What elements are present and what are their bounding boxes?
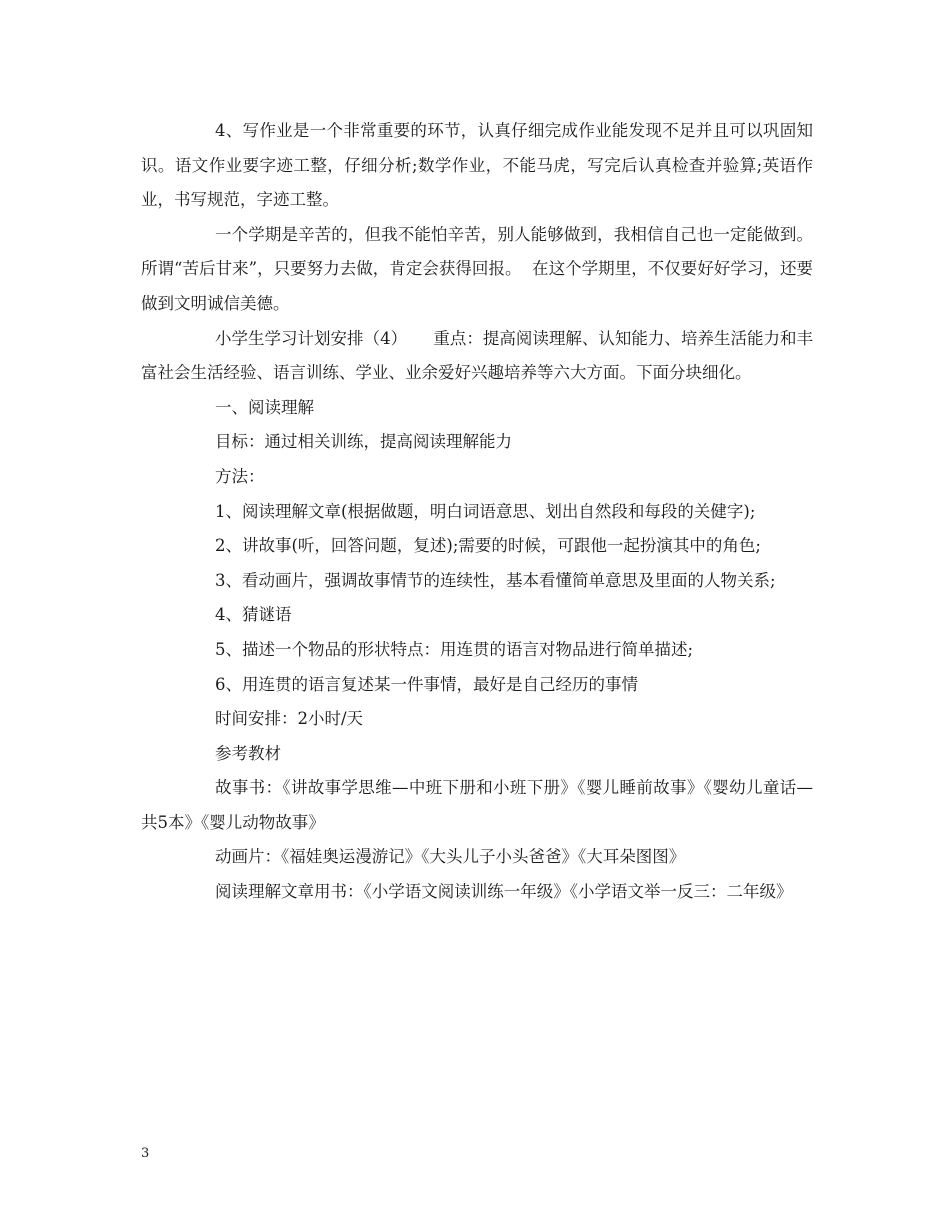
paragraph: 参考教材: [215, 743, 281, 763]
list-item: 4、猜谜语: [215, 605, 292, 625]
list-item: 6、用连贯的语言复述某一件事情，最好是自己经历的事情: [215, 674, 638, 694]
paragraph: 阅读理解文章用书：《小学语文阅读训练一年级》《小学语文举一反三：二年级》: [215, 882, 793, 902]
paragraph: 时间安排：2小时/天: [215, 709, 364, 729]
list-item: 2、讲故事(听，回答问题，复述);需要的时候，可跟他一起扮演其中的角色;: [215, 536, 761, 556]
paragraph: 方法：: [215, 466, 265, 486]
list-item: 3、看动画片，强调故事情节的连续性，基本看懂简单意思及里面的人物关系;: [215, 570, 776, 590]
paragraph: 故事书：《讲故事学思维—中班下册和小班下册》《婴儿睡前故事》《婴幼儿童话—共5本》《婴儿动物故事》: [141, 778, 813, 832]
paragraph: 一个学期是辛苦的，但我不能怕辛苦，别人能够做到，我相信自己也一定能做到。所谓“苦后甘来”，只要努力去做，肯定会获得回报。 在这个学期里，不仅要好好学习，还要做到文明诚信美德。: [141, 224, 813, 313]
list-item: 1、阅读理解文章(根据做题，明白词语意思、划出自然段和每段的关健字);: [215, 501, 756, 521]
paragraph: 小学生学习计划安排（4） 重点：提高阅读理解、认知能力、培养生活能力和丰富社会生活经验、语言训练、学业、业余爱好兴趣培养等六大方面。下面分块细化。: [141, 328, 813, 383]
paragraph: 动画片：《福娃奥运漫游记》《大头儿子小头爸爸》《大耳朵图图》: [215, 847, 686, 867]
paragraph: 目标：通过相关训练，提高阅读理解能力: [215, 432, 512, 452]
list-item: 5、描述一个物品的形状特点：用连贯的语言对物品进行简单描述;: [215, 639, 694, 659]
paragraph: 4、写作业是一个非常重要的环节，认真仔细完成作业能发现不足并且可以巩固知识。语文作业要字迹工整，仔细分析;数学作业，不能马虎，写完后认真检查并验算;英语作业，书写规范，字迹工整。: [141, 121, 813, 210]
section-heading: 一、阅读理解: [215, 397, 314, 417]
document-body: [141, 114, 813, 910]
page-number: 3: [141, 1146, 150, 1161]
